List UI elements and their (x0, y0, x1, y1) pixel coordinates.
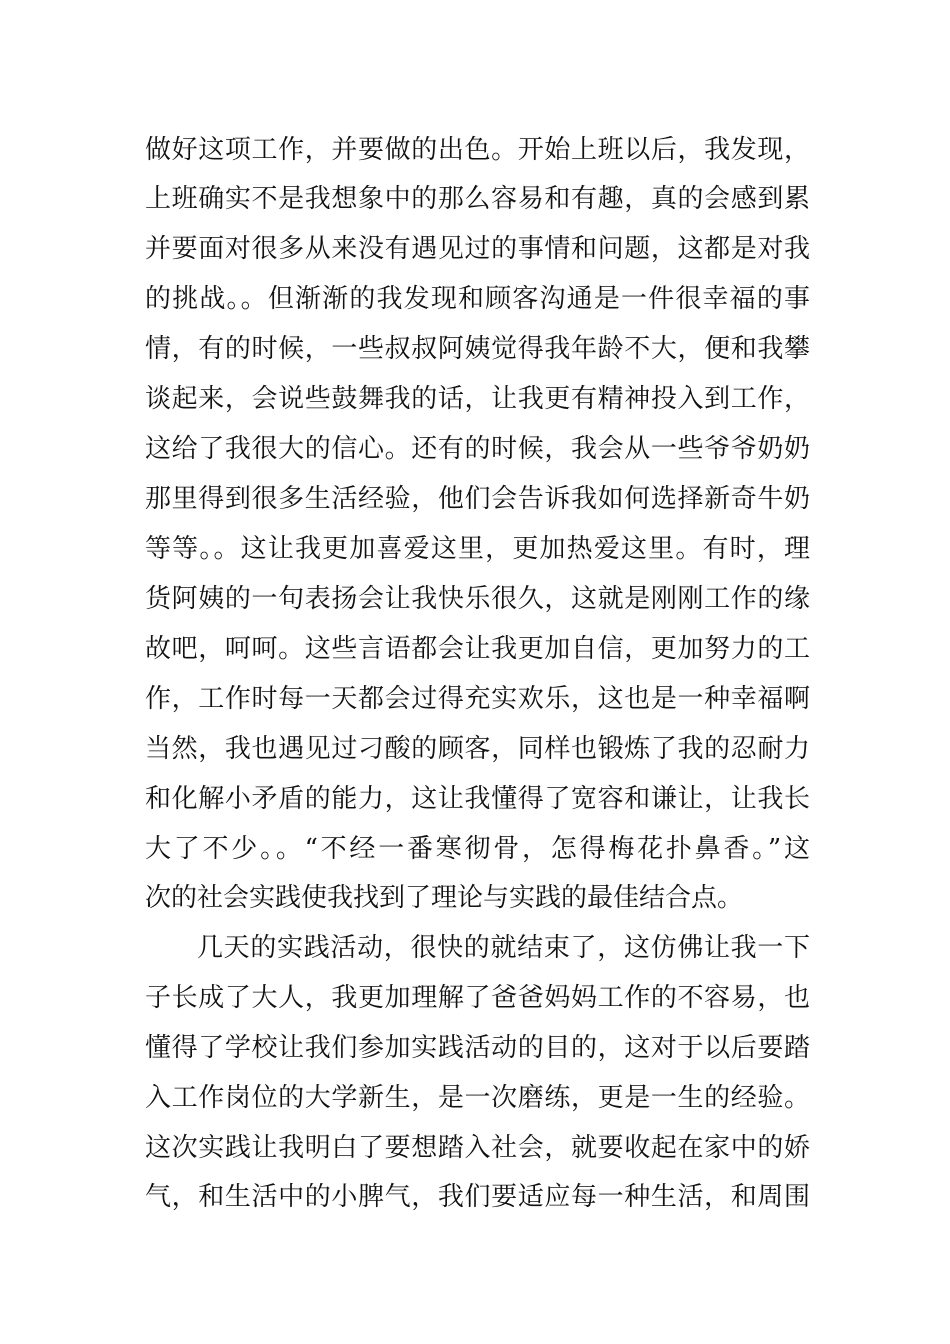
text-line: 故吧，呵呵。这些言语都会让我更加自信，更加努力的工 (145, 634, 810, 664)
text-line: 这给了我很大的信心。还有的时候，我会从一些爷爷奶奶 (145, 434, 810, 464)
text-line: 做好这项工作，并要做的出色。开始上班以后，我发现， (145, 135, 810, 165)
text-line: 入工作岗位的大学新生，是一次磨练，更是一生的经验。 (145, 1083, 810, 1113)
text-line: 的挑战。。但渐渐的我发现和顾客沟通是一件很幸福的事 (145, 284, 810, 314)
text-line: 这次实践让我明白了要想踏入社会，就要收起在家中的娇 (145, 1133, 810, 1163)
text-line: 作，工作时每一天都会过得充实欢乐，这也是一种幸福啊 (145, 684, 810, 714)
text-line: 气，和生活中的小脾气，我们要适应每一种生活，和周围 (145, 1182, 810, 1212)
text-line: 子长成了大人，我更加理解了爸爸妈妈工作的不容易，也 (145, 983, 810, 1013)
text-line: 等等。。这让我更加喜爱这里，更加热爱这里。有时，理 (145, 534, 810, 564)
text-line: 大了不少。。“不经一番寒彻骨，怎得梅花扑鼻香。”这 (145, 834, 810, 864)
text-line: 和化解小矛盾的能力，这让我懂得了宽容和谦让，让我长 (145, 784, 810, 814)
text-line: 并要面对很多从来没有遇见过的事情和问题，这都是对我 (145, 234, 810, 264)
text-line: 情，有的时候，一些叔叔阿姨觉得我年龄不大，便和我攀 (145, 334, 810, 364)
text-line: 上班确实不是我想象中的那么容易和有趣，真的会感到累 (145, 184, 810, 214)
text-line: 懂得了学校让我们参加实践活动的目的，这对于以后要踏 (145, 1033, 810, 1063)
text-line: 货阿姨的一句表扬会让我快乐很久，这就是刚刚工作的缘 (145, 584, 810, 614)
text-line: 次的社会实践使我找到了理论与实践的最佳结合点。 (145, 883, 744, 913)
text-line: 当然，我也遇见过刁酸的顾客，同样也锻炼了我的忍耐力 (145, 734, 810, 764)
paragraph-first-line: 几天的实践活动，很快的就结束了，这仿佛让我一下 (197, 933, 810, 963)
text-line: 谈起来，会说些鼓舞我的话，让我更有精神投入到工作， (145, 384, 810, 414)
text-line: 那里得到很多生活经验，他们会告诉我如何选择新奇牛奶 (145, 484, 810, 514)
